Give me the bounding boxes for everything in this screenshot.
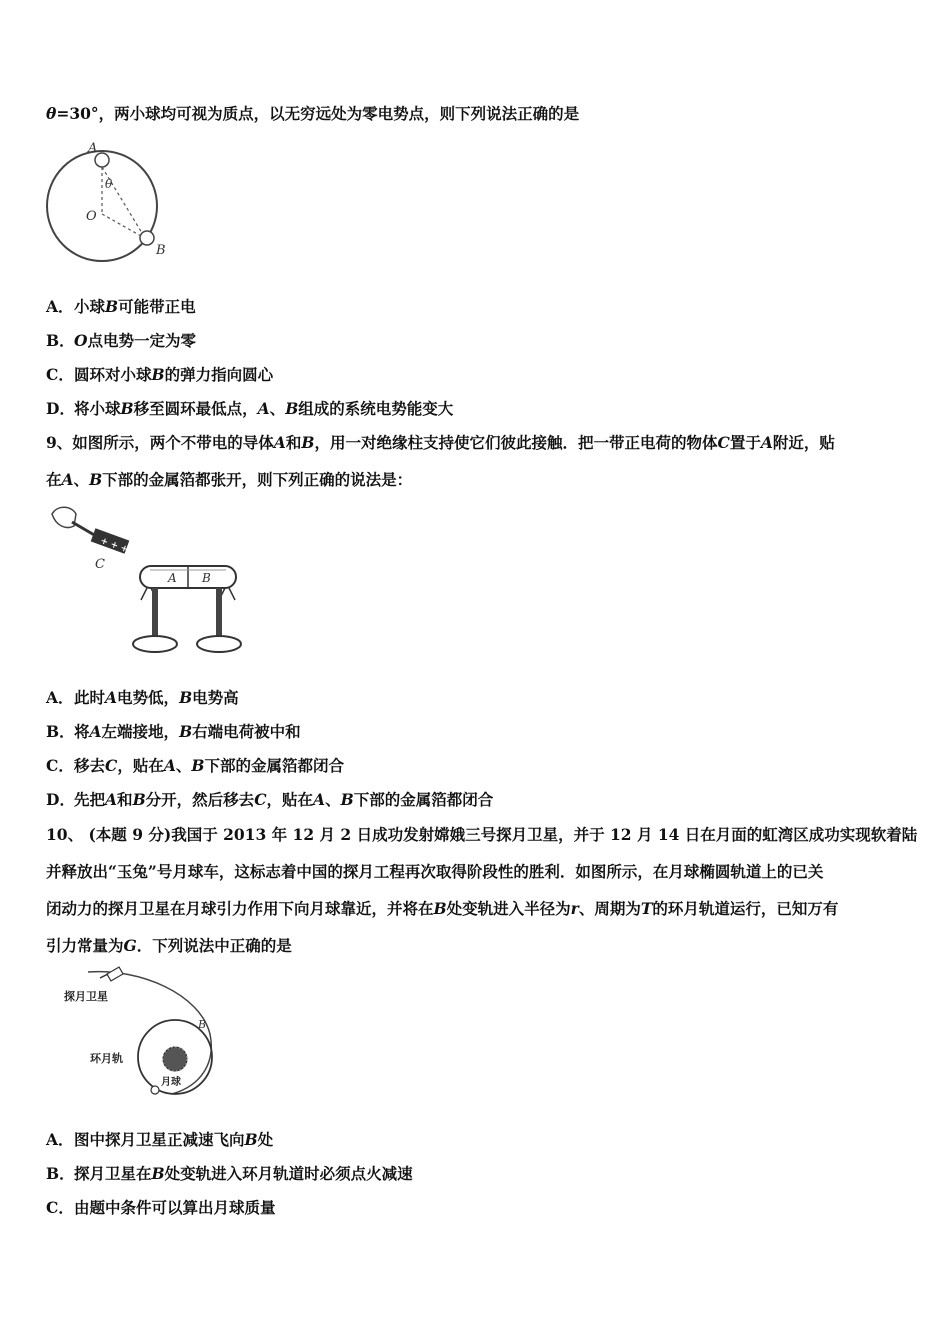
- q10-stem-line2: 并释放出“玉兔”号月球车，这标志着中国的探月工程再次取得阶段性的胜利．如图所示，在月球椭圆轨道上的已关: [46, 862, 824, 881]
- satellite-on-orbit: [151, 1086, 159, 1094]
- q9-option-c: C．移去C，贴在A、B下部的金属箔都闭合: [46, 756, 345, 775]
- label-orbit: 环月轨: [90, 1052, 123, 1065]
- q10-stem-line1: 10、 (本题 9 分)我国于 2013 年 12 月 2 日成功发射嫦娥三号探月卫星，并于 12 月 14 日在月面的虹湾区成功实现软着陆: [46, 825, 918, 844]
- q8-option-b: B．O点电势一定为零: [46, 331, 197, 350]
- q10-stem-line4: 引力常量为G．下列说法中正确的是: [46, 936, 292, 955]
- label-a: A: [168, 571, 177, 585]
- svg-text:+ + +: + + +: [98, 536, 130, 556]
- q9-option-b: B．将A左端接地，B右端电荷被中和: [46, 722, 301, 741]
- label-a: A: [88, 141, 98, 156]
- q10-option-a: A．图中探月卫星正减速飞向B处: [46, 1130, 274, 1149]
- label-moon: 月球: [161, 1077, 181, 1088]
- q10-figure-orbit: [60, 964, 230, 1104]
- q9-stem-line1: 9、如图所示，两个不带电的导体A和B，用一对绝缘柱支持使它们彼此接触．把一带正电荷的物体C置于A附近，贴: [46, 433, 835, 452]
- q8-option-a: A．小球B可能带正电: [46, 297, 196, 316]
- conductor-ab: [140, 566, 236, 588]
- label-b: B: [202, 571, 211, 585]
- hand-icon: [52, 507, 76, 527]
- q9-stem-line2: 在A、B下部的金属箔都张开，则下列正确的说法是：: [46, 470, 413, 489]
- label-b: B: [156, 243, 166, 258]
- satellite-icon: [100, 967, 123, 981]
- q10-option-c: C．由题中条件可以算出月球质量: [46, 1198, 276, 1217]
- q10-stem-line3: 闭动力的探月卫星在月球引力作用下向月球靠近，并将在B处变轨进入半径为r、周期为T的环月轨道运行，已知万有: [46, 899, 839, 918]
- label-b: B: [198, 1018, 207, 1031]
- q9-figure-conductors: [44, 500, 264, 665]
- q8-option-c: C．圆环对小球B的弹力指向圆心: [46, 365, 274, 384]
- q9-option-d: D．先把A和B分开，然后移去C，贴在A、B下部的金属箔都闭合: [46, 790, 494, 809]
- charged-rod-c: [72, 522, 129, 555]
- q10-option-b: B．探月卫星在B处变轨进入环月轨道时必须点火减速: [46, 1164, 413, 1183]
- label-theta: θ: [105, 177, 113, 191]
- q8-figure-ring: [44, 136, 174, 276]
- q8-option-d: D．将小球B移至圆环最低点，A、B组成的系统电势能变大: [46, 399, 454, 418]
- label-c: C: [95, 557, 105, 572]
- label-satellite: 探月卫星: [64, 990, 108, 1003]
- q8-stem: θ=30°，两小球均可视为质点，以无穷远处为零电势点，则下列说法正确的是: [46, 104, 580, 123]
- label-o: O: [86, 209, 97, 224]
- q9-option-a: A．此时A电势低，B电势高: [46, 688, 239, 707]
- ball-b: [140, 231, 154, 245]
